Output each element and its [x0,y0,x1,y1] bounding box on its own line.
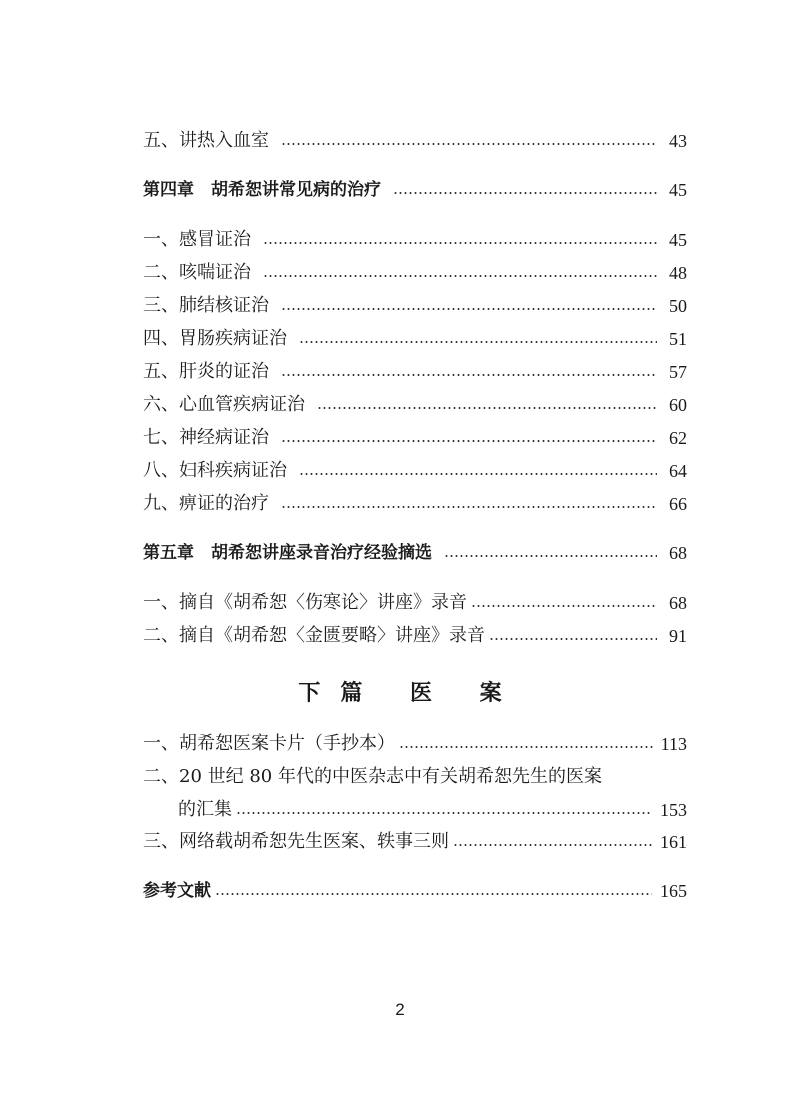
toc-entry-title: 二、摘自《胡希恕〈金匮要略〉讲座》录音 [143,625,485,646]
toc-entry [143,457,687,485]
dot-leader [281,308,657,310]
toc-entry [143,292,687,320]
toc-entry [143,325,687,353]
part-heading: 下篇 医 案 [298,681,522,706]
page-number: 2 [395,1000,405,1019]
toc-entry-page: 45 [669,230,687,250]
dot-leader [281,506,657,508]
toc-chapter-title: 第四章 胡希恕讲常见病的治疗 [143,180,381,200]
toc-entry-page: 62 [669,428,687,448]
toc-chapter-heading [143,176,687,204]
toc-entry-title: 三、肺结核证治 [143,295,269,316]
toc-entry-page: 64 [669,461,687,481]
toc-entry-page: 60 [669,395,687,415]
toc-entry-title: 五、肝炎的证治 [143,361,269,382]
toc-entry [143,127,687,155]
dot-leader [236,812,652,814]
toc-entry [143,259,687,287]
toc-entry-title: 九、痹证的治疗 [143,493,269,514]
toc-entry-title: 三、网络载胡希恕先生医案、轶事三则 [143,831,449,852]
dot-leader [263,275,657,277]
toc-entry [143,730,687,758]
toc-entry-page: 48 [669,263,687,283]
dot-leader [299,473,657,475]
toc-chapter-title: 第五章 胡希恕讲座录音治疗经验摘选 [143,543,432,563]
toc-references-title: 参考文献 [143,881,211,901]
toc-entry [178,796,687,824]
toc-references-page: 165 [660,881,687,901]
dot-leader [453,844,652,846]
toc-entry-title: 七、神经病证治 [143,427,269,448]
toc-entry-page: 153 [660,800,687,820]
toc-entry [143,358,687,386]
toc-entry [143,589,687,617]
dot-leader [489,638,657,640]
toc-entry [143,391,687,419]
dot-leader [299,341,657,343]
dot-leader [444,555,657,557]
toc-entry [143,490,687,518]
toc-entry-title: 一、摘自《胡希恕〈伤寒论〉讲座》录音 [143,592,467,613]
dot-leader [263,242,657,244]
dot-leader [393,192,657,194]
toc-entry-page: 113 [660,734,687,754]
toc-entry-page: 50 [669,296,687,316]
toc-chapter-heading [143,539,687,567]
toc-entry [143,828,687,856]
toc-entry-title: 一、胡希恕医案卡片（手抄本） [143,733,395,754]
dot-leader [399,746,653,748]
toc-entry-title: 一、感冒证治 [143,229,251,250]
toc-entry [143,622,687,650]
toc-entry-title-line1: 二、20 世纪 80 年代的中医杂志中有关胡希恕先生的医案 [143,766,602,787]
dot-leader [281,440,657,442]
dot-leader [471,605,657,607]
dot-leader [281,374,657,376]
toc-entry-title: 五、讲热入血室 [143,130,269,151]
toc-chapter-page: 68 [669,543,687,563]
toc-entry-title: 二、咳喘证治 [143,262,251,283]
toc-entry [143,226,687,254]
toc-chapter-page: 45 [669,180,687,200]
toc-entry-title-line2: 的汇集 [178,799,232,820]
toc-entry [143,424,687,452]
dot-leader [215,893,652,895]
toc-entry-page: 57 [669,362,687,382]
toc-entry-page: 43 [669,131,687,151]
toc-entry-title: 四、胃肠疾病证治 [143,328,287,349]
toc-entry-page: 68 [669,593,687,613]
dot-leader [317,407,657,409]
toc-entry-page: 66 [669,494,687,514]
toc-entry-page: 161 [660,832,687,852]
toc-entry-page: 51 [669,329,687,349]
dot-leader [281,143,657,145]
toc-entry-title: 八、妇科疾病证治 [143,460,287,481]
toc-references [143,877,687,905]
toc-entry-page: 91 [669,626,687,646]
toc-entry-title: 六、心血管疾病证治 [143,394,305,415]
